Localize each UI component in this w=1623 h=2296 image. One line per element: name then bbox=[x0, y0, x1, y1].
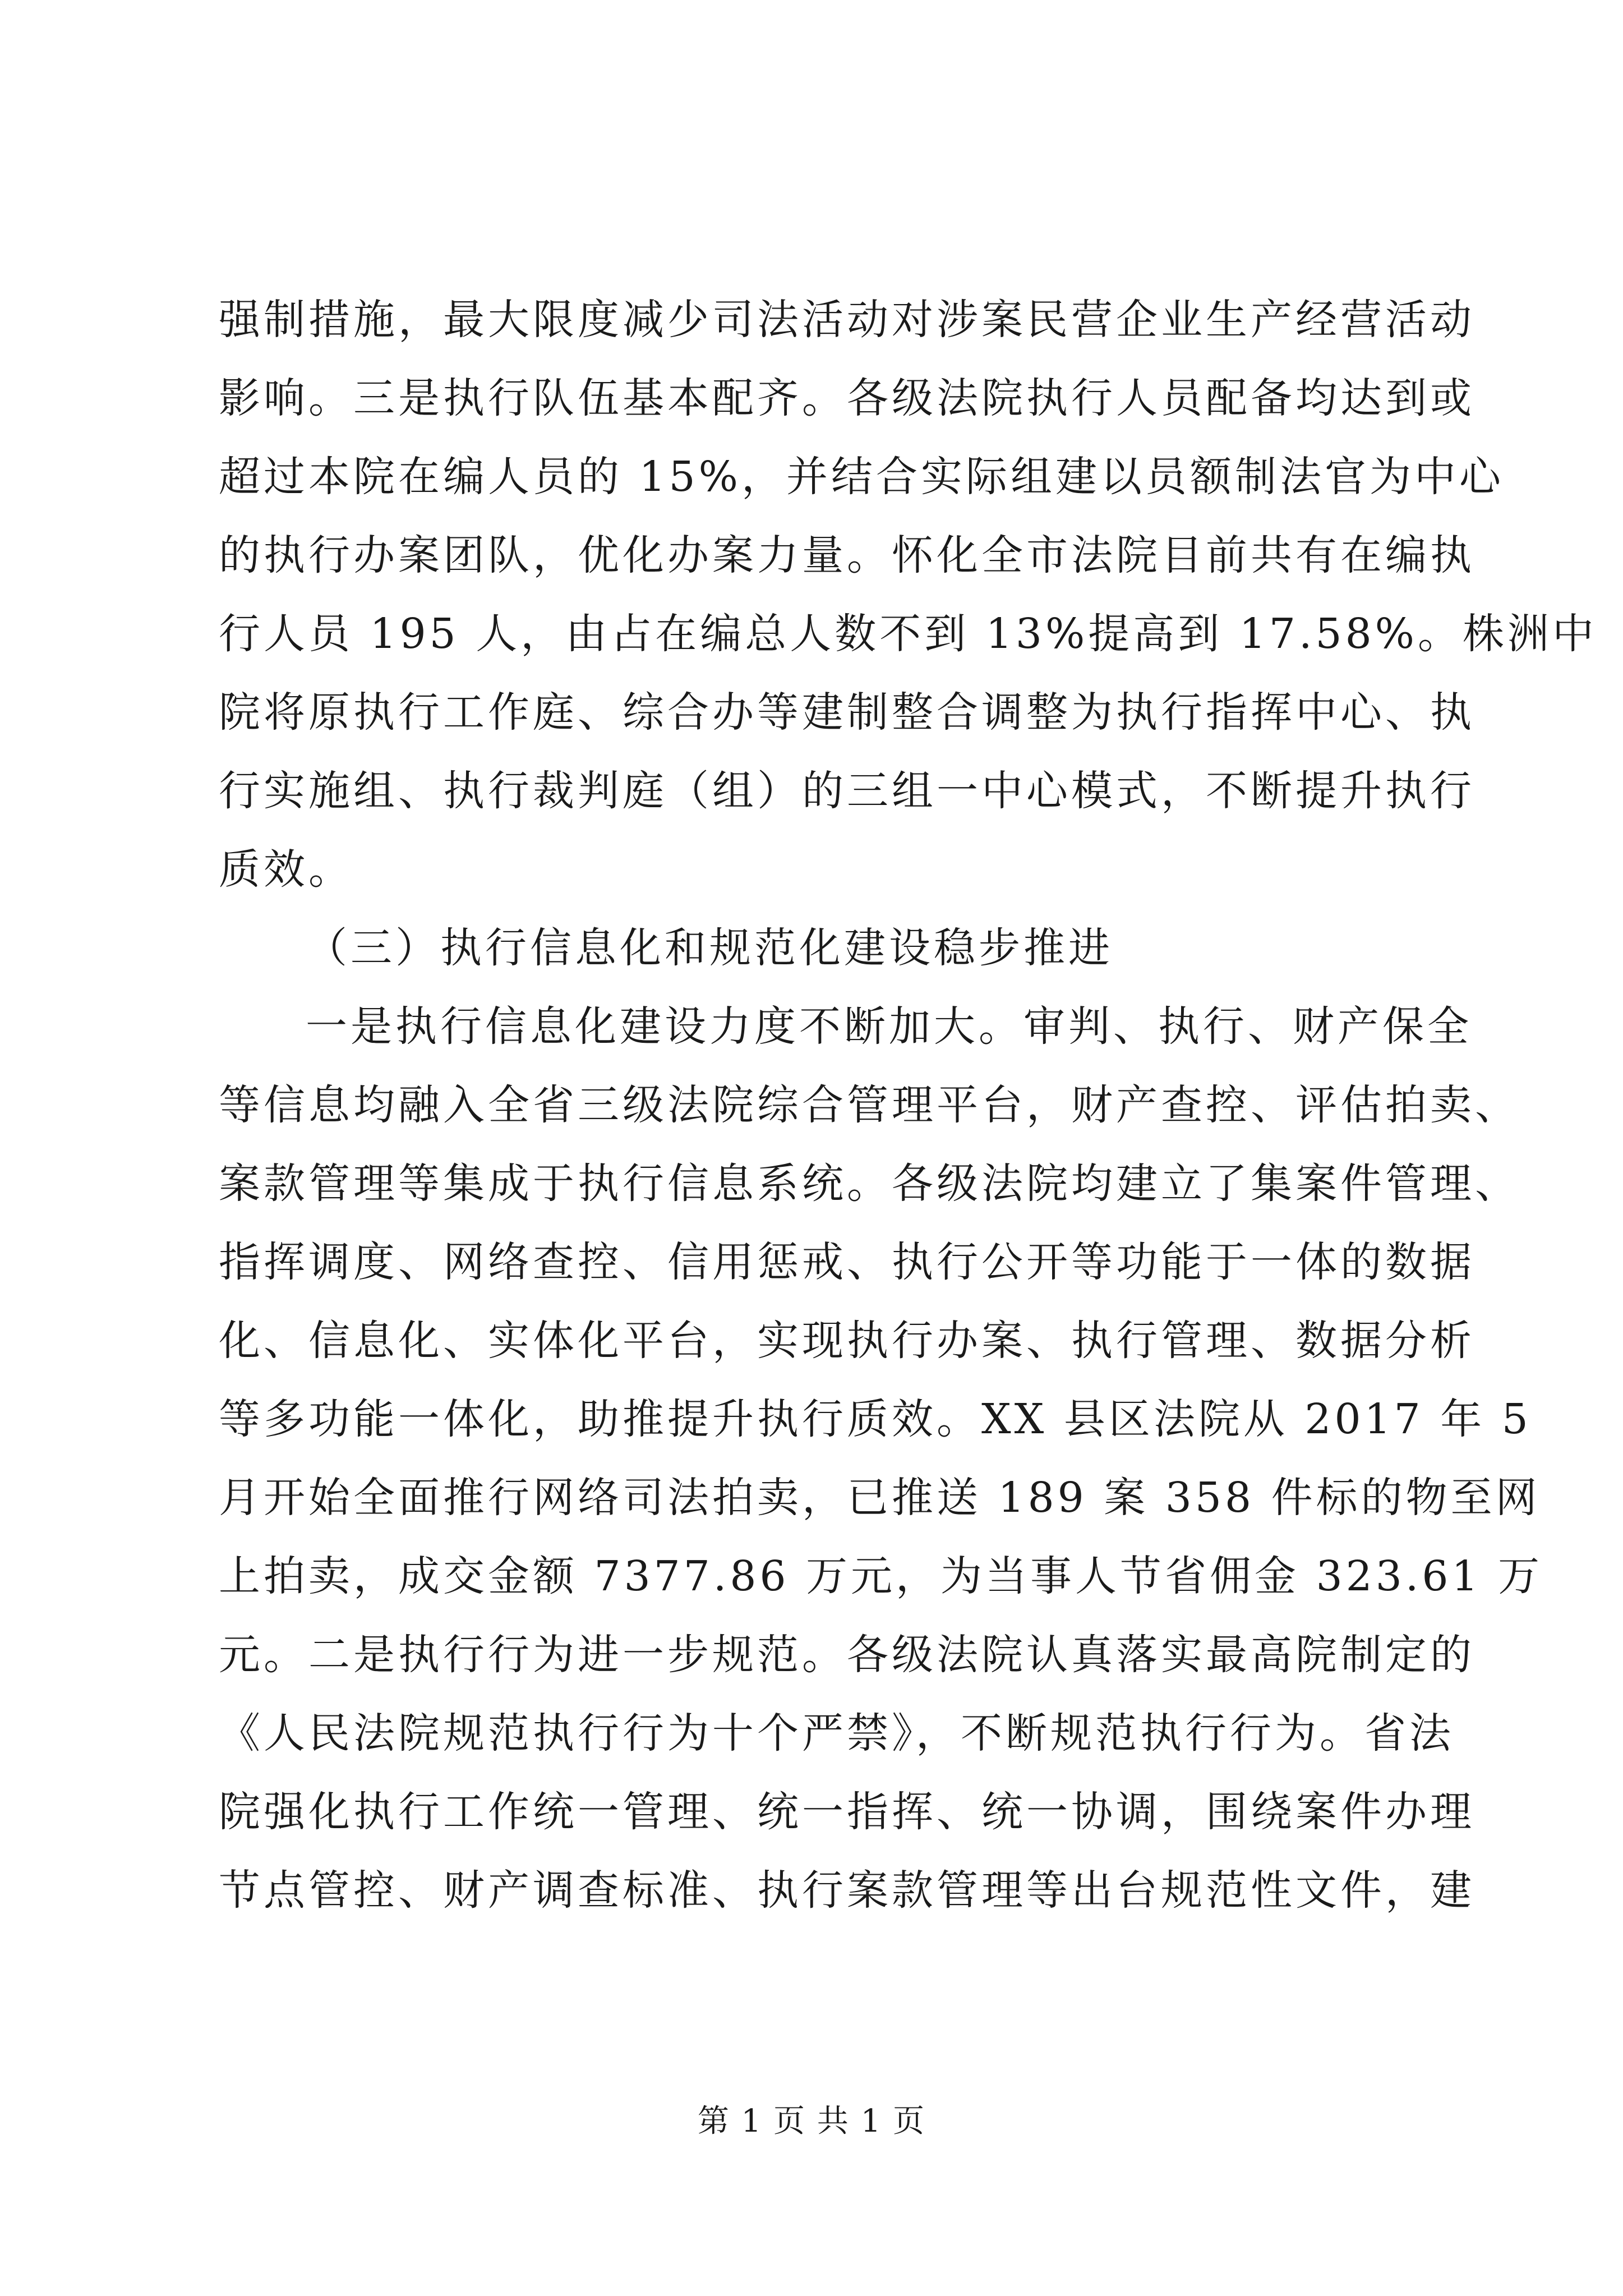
body-text-line: 案款管理等集成于执行信息系统。各级法院均建立了集案件管理、 bbox=[219, 1159, 1520, 1208]
paragraph-first-line: 一是执行信息化建设力度不断加大。审判、执行、财产保全 bbox=[306, 1002, 1472, 1051]
page-footer: 第 1 页 共 1 页 bbox=[697, 2103, 926, 2139]
body-text-line: 《人民法院规范执行行为十个严禁》，不断规范执行行为。省法 bbox=[219, 1709, 1454, 1757]
body-text-line: 等多功能一体化，助推提升执行质效。XX 县区法院从 2017 年 5 bbox=[219, 1395, 1532, 1443]
body-text-line: 指挥调度、网络查控、信用惩戒、执行公开等功能于一体的数据 bbox=[219, 1238, 1475, 1286]
body-text-line: 等信息均融入全省三级法院综合管理平台，财产查控、评估拍卖、 bbox=[219, 1081, 1520, 1129]
body-text-line: 节点管控、财产调查标准、执行案款管理等出台规范性文件，建 bbox=[219, 1866, 1475, 1915]
body-text-line: 的执行办案团队，优化办案力量。怀化全市法院目前共有在编执 bbox=[219, 531, 1475, 579]
body-text-line: 影响。三是执行队伍基本配齐。各级法院执行人员配备均达到或 bbox=[219, 374, 1475, 422]
body-text-line: 超过本院在编人员的 15%，并结合实际组建以员额制法官为中心 bbox=[219, 453, 1504, 501]
body-text-line: 强制措施，最大限度减少司法活动对涉案民营企业生产经营活动 bbox=[219, 296, 1475, 344]
body-text-line: 行实施组、执行裁判庭（组）的三组一中心模式，不断提升执行 bbox=[219, 767, 1475, 815]
body-text-line: 质效。 bbox=[219, 845, 353, 894]
body-text-line: 元。二是执行行为进一步规范。各级法院认真落实最高院制定的 bbox=[219, 1631, 1475, 1679]
body-text-line: 行人员 195 人，由占在编总人数不到 13%提高到 17.58%。株洲中 bbox=[219, 610, 1597, 658]
body-text-line: 院强化执行工作统一管理、统一指挥、统一协调，围绕案件办理 bbox=[219, 1788, 1475, 1836]
body-text-line: 月开始全面推行网络司法拍卖，已推送 189 案 358 件标的物至网 bbox=[219, 1474, 1541, 1522]
body-text-line: 化、信息化、实体化平台，实现执行办案、执行管理、数据分析 bbox=[219, 1317, 1475, 1365]
body-text-line: 上拍卖，成交金额 7377.86 万元，为当事人节省佣金 323.61 万 bbox=[219, 1552, 1543, 1600]
section-heading: （三）执行信息化和规范化建设稳步推进 bbox=[306, 924, 1113, 972]
body-text-line: 院将原执行工作庭、综合办等建制整合调整为执行指挥中心、执 bbox=[219, 688, 1475, 737]
